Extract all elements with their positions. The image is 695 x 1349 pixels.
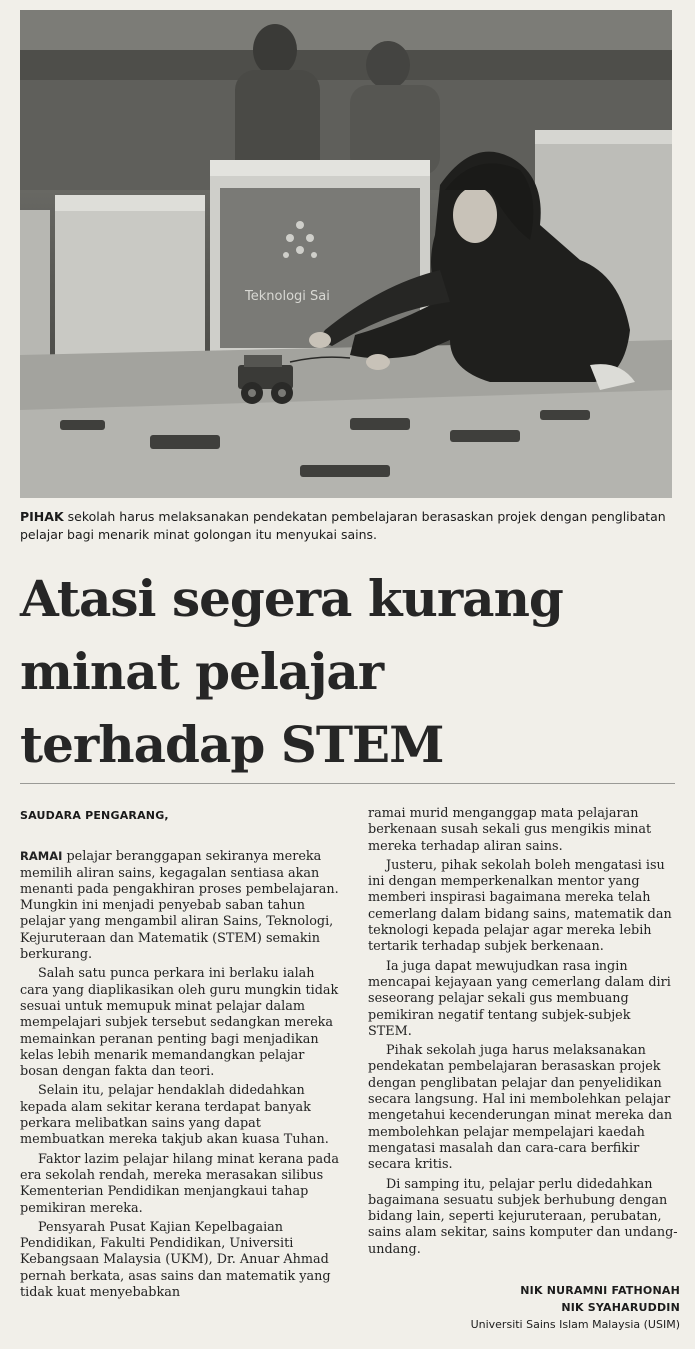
paragraph: Selain itu, pelajar hendaklah didedahkan kepada alam sekitar kerana terdapat banyak perkara melibatkan sains yang dapat membuatkan mereka takjub akan kuasa Tuhan. — [20, 1083, 329, 1148]
letter-salutation: SAUDARA PENGARANG, — [20, 809, 169, 822]
headline — [20, 562, 675, 781]
paragraph: Pihak sekolah juga harus melaksanakan pendekatan pembelajaran berasaskan projek dengan penglibatan pelajar dan penyelidikan secara langsung. Hal ini membolehkan pelajar mengetahui kecenderungan minat mereka dan membolehkan pelajar mempelajari kaedah mengatasi masalah dan cara-cara berfikir secara kritis. — [368, 1043, 673, 1173]
author-name-2: NIK SYAHARUDDIN — [561, 1301, 680, 1314]
paragraph: ramai murid menganggap mata pelajaran berkenaan susah sekali gus mengikis minat mereka terhadap aliran sains. — [368, 806, 652, 854]
booth-sign-text: Teknologi Sai — [245, 289, 330, 304]
byline — [471, 1282, 680, 1333]
paragraph-text: pelajar beranggapan sekiranya mereka memilih aliran sains, kegagalan sentiasa akan menanti pada pengakhiran proses pembelajaran. Mungkin ini menjadi penyebab saban tahun pelajar yang mengambil aliran Sains, Teknologi, Kejuruteraan dan Matematik (STEM) semakin berkurang. — [20, 849, 339, 963]
article-photo — [20, 10, 672, 498]
paragraph — [20, 848, 340, 963]
headline-line-3: terhadap STEM — [20, 715, 444, 774]
paragraph: Pensyarah Pusat Kajian Kepelbagaian Pendidikan, Fakulti Pendidikan, Universiti Kebangsaan Malaysia (UKM), Dr. Anuar Ahmad pernah berkata, asas sains dan matematik yang tidak kuat menyebabkan — [20, 1219, 331, 1301]
caption-lead-word: PIHAK — [20, 509, 64, 524]
author-name-1: NIK NURAMNI FATHONAH — [520, 1284, 680, 1297]
article-column-right — [368, 806, 678, 1261]
headline-line-1: Atasi segera kurang — [20, 569, 563, 628]
author-affiliation: Universiti Sains Islam Malaysia (USIM) — [470, 1318, 680, 1331]
photo-caption — [20, 508, 675, 544]
headline-divider — [20, 783, 675, 784]
headline-line-2: minat pelajar — [20, 642, 384, 701]
paragraph: Salah satu punca perkara ini berlaku ialah cara yang diaplikasikan oleh guru mungkin tidak sesuai untuk memupuk minat pelajar dalam mempelajari subjek tersebut sedangkan mereka memainkan peranan penting bagi menjadikan kelas lebih menarik memandangkan pelajar bosan dengan fakta dan teori. — [20, 966, 339, 1080]
paragraph: Di samping itu, pelajar perlu didedahkan bagaimana sesuatu subjek berhubung dengan bidang lain, seperti kejuruteraan, perubatan, sains alam sekitar, sains komputer dan undang-undang. — [368, 1176, 678, 1257]
caption-text: sekolah harus melaksanakan pendekatan pembelajaran berasaskan projek dengan penglibatan pelajar bagi menarik minat golongan itu menyukai sains. — [20, 509, 666, 542]
paragraph: Justeru, pihak sekolah boleh mengatasi isu ini dengan memperkenalkan mentor yang memberi inspirasi bagaimana mereka telah cemerlang dalam bidang sains, matematik dan teknologi kepada pelajar agar mereka lebih tertarik terhadap subjek berkenaan. — [368, 857, 672, 955]
paragraph: Faktor lazim pelajar hilang minat kerana pada era sekolah rendah, mereka merasakan silibus Kementerian Pendidikan menjangkaui tahap pemikiran mereka. — [20, 1151, 339, 1216]
article-column-left — [20, 808, 340, 1304]
lead-word: RAMAI — [20, 849, 63, 864]
paragraph: Ia juga dapat mewujudkan rasa ingin mencapai kejayaan yang cemerlang dalam diri seseorang pelajar sekali gus membuang pemikiran negatif tentang subjek-subjek STEM. — [368, 958, 671, 1039]
